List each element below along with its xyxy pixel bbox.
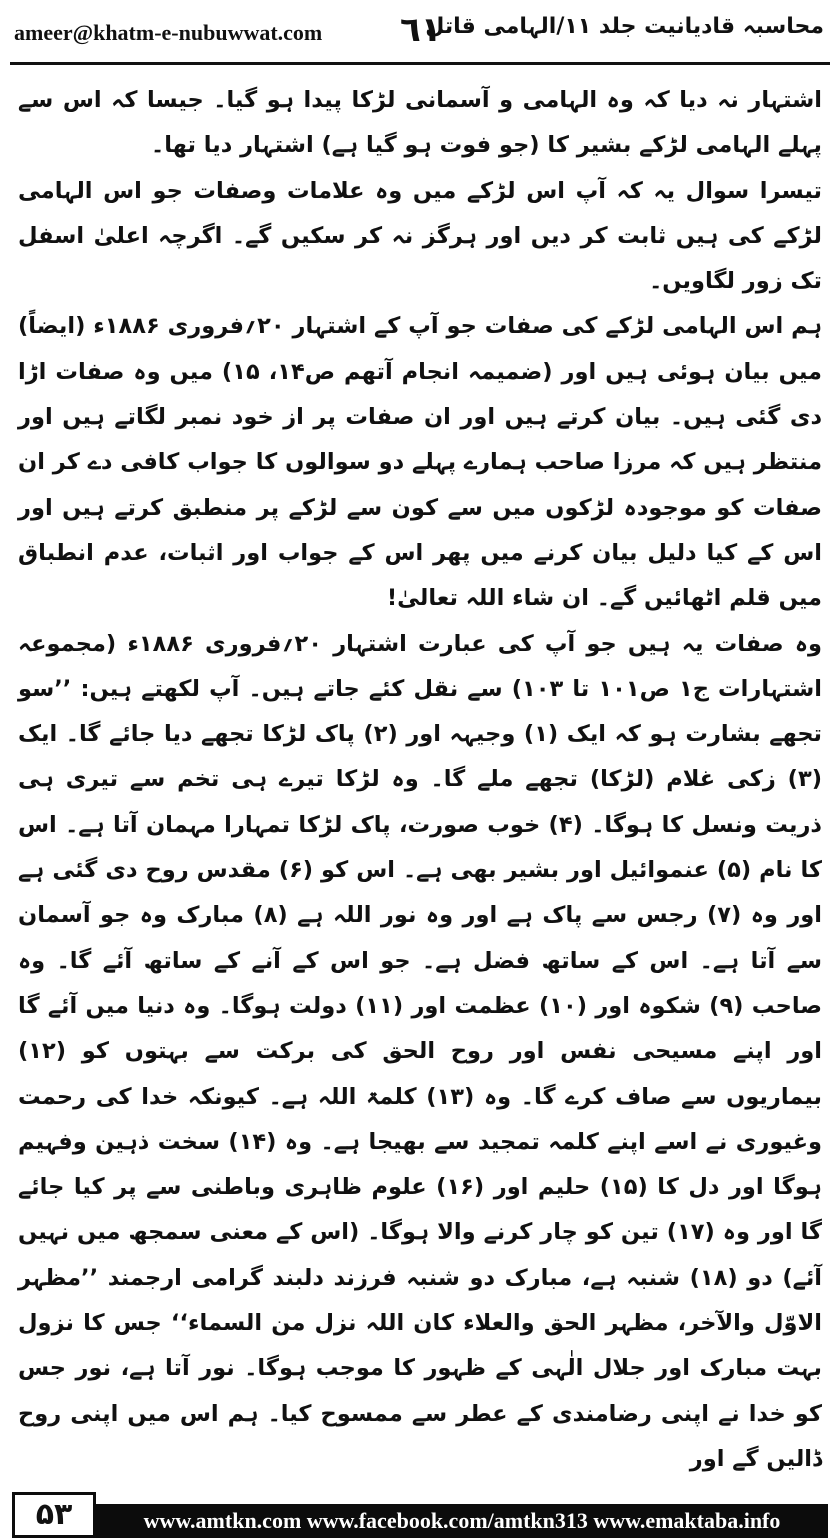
footer-links: www.amtkn.com www.facebook.com/amtkn313 www.emaktaba.info bbox=[96, 1504, 828, 1538]
header-rule bbox=[10, 62, 830, 65]
paragraph: ہم اس الہامی لڑکے کی صفات جو آپ کے اشتہار ۲۰؍فروری ۱۸۸۶ء (ایضاً) میں بیان ہوئی ہیں اور (ضمیمہ انجام آتھم ص۱۴، ۱۵) میں وہ صفات اڑا دی گئی ہیں۔ بیان کرتے ہیں اور ان صفات پر از خود نمبر لگاتے ہیں اور منتظر ہیں کہ مرزا صاحب ہمارے پہلے دو سوالوں کا جواب کافی دے کر ان صفات کو موجودہ لڑکوں میں سے کون سے لڑکے پر منطبق کرتے ہیں اور اس کے کیا دلیل بیان کرنے میں پھر اس کے جواب اور اثبات، عدم انطباق میں قلم اٹھائیں گے۔ ان شاء اللہ تعالیٰ! bbox=[18, 313, 823, 612]
header-email: ameer@khatm-e-nubuwwat.com bbox=[14, 20, 323, 45]
page-body bbox=[18, 78, 823, 1472]
page-header bbox=[0, 0, 840, 78]
book-title: محاسبہ قادیانیت جلد ۱۱/الہامی قاتل bbox=[425, 14, 824, 39]
footer-page-badge: ۵۳ bbox=[12, 1492, 96, 1538]
page-footer bbox=[0, 1490, 840, 1540]
page-number: ٦١ bbox=[400, 10, 442, 50]
paragraph: اشتہار نہ دیا کہ وہ الہامی و آسمانی لڑکا پیدا ہو گیا۔ جیسا کہ اس سے پہلے الہامی لڑکے بشیر کا (جو فوت ہو گیا ہے) اشتہار دیا تھا۔ bbox=[18, 87, 822, 159]
paragraph: وہ صفات یہ ہیں جو آپ کی عبارت اشتہار ۲۰؍فروری ۱۸۸۶ء (مجموعہ اشتہارات ج۱ ص۱۰۱ تا ۱۰۳) سے نقل کئے جاتے ہیں۔ آپ لکھتے ہیں: ’’سو تجھے بشارت ہو کہ ایک (۱) وجیہہ اور (۲) پاک لڑکا تجھے دیا جائے گا۔ ایک (۳) زکی غلام (لڑکا) تجھے ملے گا۔ وہ لڑکا تیرے ہی تخم سے تیری ہی ذریت ونسل کا ہوگا۔ (۴) خوب صورت، پاک لڑکا تمہارا مہمان آتا ہے۔ اس کا نام (۵) عنموائیل اور بشیر بھی ہے۔ اس کو (۶) مقدس روح دی گئی ہے اور وہ (۷) رجس سے پاک ہے اور وہ نور اللہ ہے (۸) مبارک وہ جو آسمان سے آتا ہے۔ اس کے ساتھ فضل ہے۔ جو اس کے آنے کے ساتھ آئے گا۔ وہ صاحب (۹) شکوہ اور (۱۰) عظمت اور (۱۱) دولت ہوگا۔ وہ دنیا میں آئے گا اور اپنے مسیحی نفس اور روح الحق کی برکت سے بہتوں کو (۱۲) بیماریوں سے صاف کرے گا۔ وہ (۱۳) کلمۃ اللہ ہے۔ کیونکہ خدا کی رحمت وغیوری نے اسے اپنے کلمہ تمجید سے بھیجا ہے۔ وہ (۱۴) سخت ذہین وفہیم ہوگا اور دل کا (۱۵) حلیم اور (۱۶) علوم ظاہری وباطنی سے پر کیا جائے گا اور وہ (۱۷) تین کو چار کرنے والا ہوگا۔ (اس کے معنی سمجھ میں نہیں آئے) دو (۱۸) شنبہ ہے، مبارک دو شنبہ فرزند دلبند گرامی ارجمند ’’مظہر الاوّل والآخر، مظہر الحق والعلاء کان اللہ نزل من السماء‘‘ جس کا نزول بہت مبارک اور جلال الٰہی کے ظہور کا موجب ہوگا۔ نور آتا ہے، نور جس کو خدا نے اپنی رضامندی کے عطر سے ممسوح کیا۔ ہم اس میں اپنی روح ڈالیں گے اور bbox=[18, 630, 823, 1472]
paragraph: تیسرا سوال یہ کہ آپ اس لڑکے میں وہ علامات وصفات جو اس الہامی لڑکے کی ہیں ثابت کر دیں اور ہرگز نہ کر سکیں گے۔ اگرچہ اعلیٰ اسفل تک زور لگاویں۔ bbox=[18, 177, 822, 295]
